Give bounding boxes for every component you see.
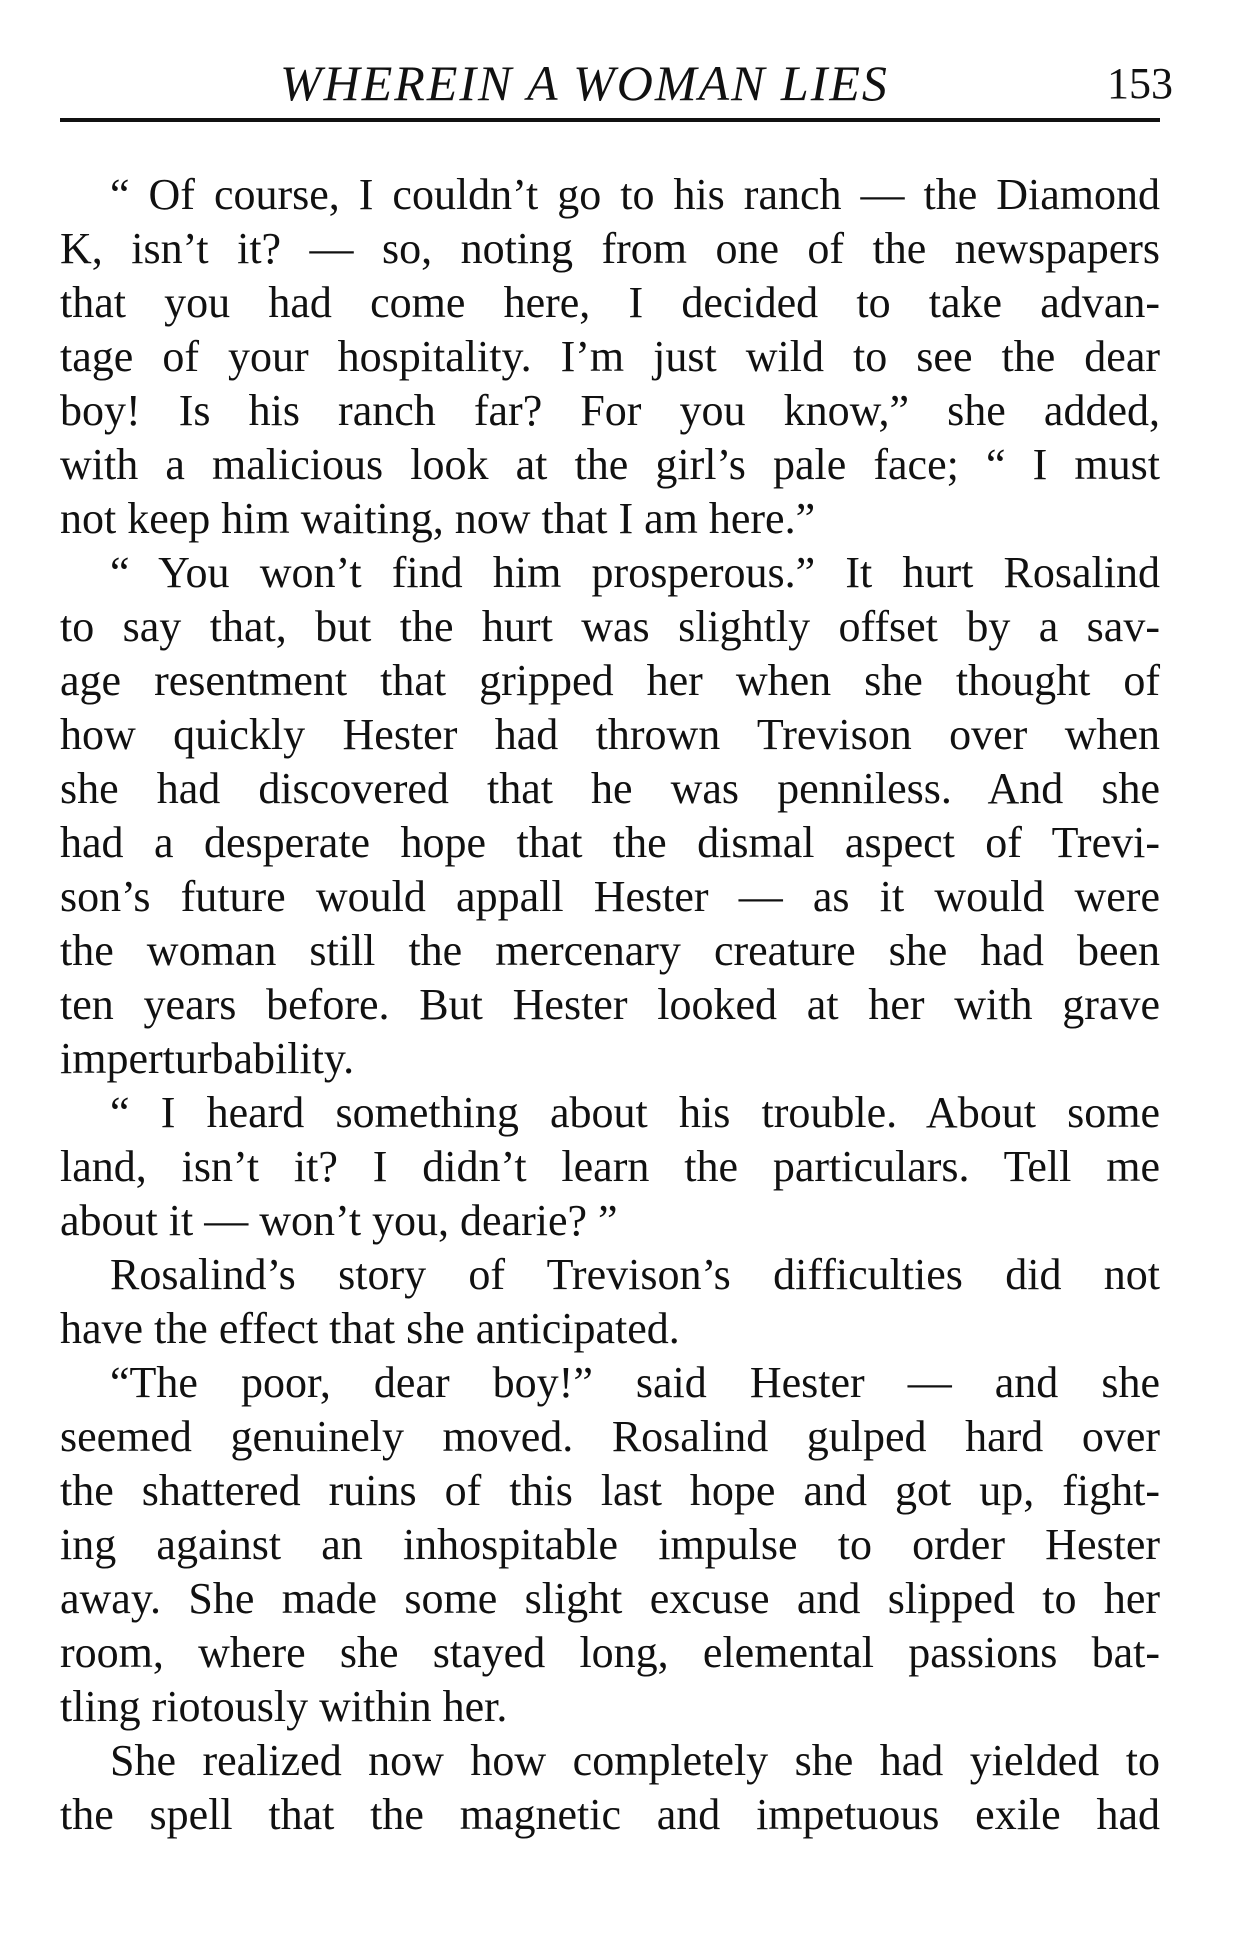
text-line: Rosalind’s story of Trevison’s difficulties did not	[110, 1250, 1160, 1299]
text-line: imperturbability.	[60, 1034, 355, 1083]
text-line: boy! Is his ranch far? For you know,” she added,	[60, 386, 1160, 435]
text-line: how quickly Hester had thrown Trevison over when	[60, 710, 1160, 759]
text-line: land, isn’t it? I didn’t learn the particulars. Tell me	[60, 1142, 1160, 1191]
text-line: not keep him waiting, now that I am here.”	[60, 494, 816, 543]
text-line: tage of your hospitality. I’m just wild to see the dear	[60, 332, 1160, 381]
text-line: tling riotously within her.	[60, 1682, 508, 1731]
text-line: ten years before. But Hester looked at her with grave	[60, 980, 1160, 1029]
text-line: she had discovered that he was penniless. And she	[60, 764, 1160, 813]
text-line: “ I heard something about his trouble. About some	[110, 1088, 1160, 1137]
text-line: that you had come here, I decided to take advan-	[60, 278, 1160, 327]
text-line: the shattered ruins of this last hope and got up, fight-	[60, 1466, 1160, 1515]
text-line: She realized now how completely she had yielded to	[110, 1736, 1160, 1785]
chapter-title: WHEREIN A WOMAN LIES	[280, 55, 889, 111]
text-line: with a malicious look at the girl’s pale face; “ I must	[60, 440, 1160, 489]
text-line: had a desperate hope that the dismal aspect of Trevi-	[60, 818, 1160, 867]
text-line: “ You won’t find him prosperous.” It hurt Rosalind	[110, 548, 1160, 597]
text-line: about it — won’t you, dearie? ”	[60, 1196, 618, 1245]
text-line: room, where she stayed long, elemental passions bat-	[60, 1628, 1160, 1677]
body-text	[60, 168, 1160, 1842]
text-line: age resentment that gripped her when she thought of	[60, 656, 1160, 705]
text-line: “ Of course, I couldn’t go to his ranch — the Diamond	[110, 170, 1160, 219]
text-line: to say that, but the hurt was slightly offset by a sav-	[60, 602, 1160, 651]
text-line: son’s future would appall Hester — as it would were	[60, 872, 1160, 921]
text-line: the woman still the mercenary creature she had been	[60, 926, 1160, 975]
header-rule	[60, 118, 1160, 122]
text-line: the spell that the magnetic and impetuous exile had	[60, 1790, 1160, 1839]
text-line: K, isn’t it? — so, noting from one of the newspapers	[60, 224, 1160, 273]
running-head	[60, 40, 1173, 111]
text-line: away. She made some slight excuse and slipped to her	[60, 1574, 1160, 1623]
page-number: 153	[1107, 59, 1173, 108]
text-line: ing against an inhospitable impulse to order Hester	[60, 1520, 1160, 1569]
text-line: have the effect that she anticipated.	[60, 1304, 680, 1353]
text-line: seemed genuinely moved. Rosalind gulped hard over	[60, 1412, 1160, 1461]
text-line: “The poor, dear boy!” said Hester — and she	[110, 1358, 1160, 1407]
